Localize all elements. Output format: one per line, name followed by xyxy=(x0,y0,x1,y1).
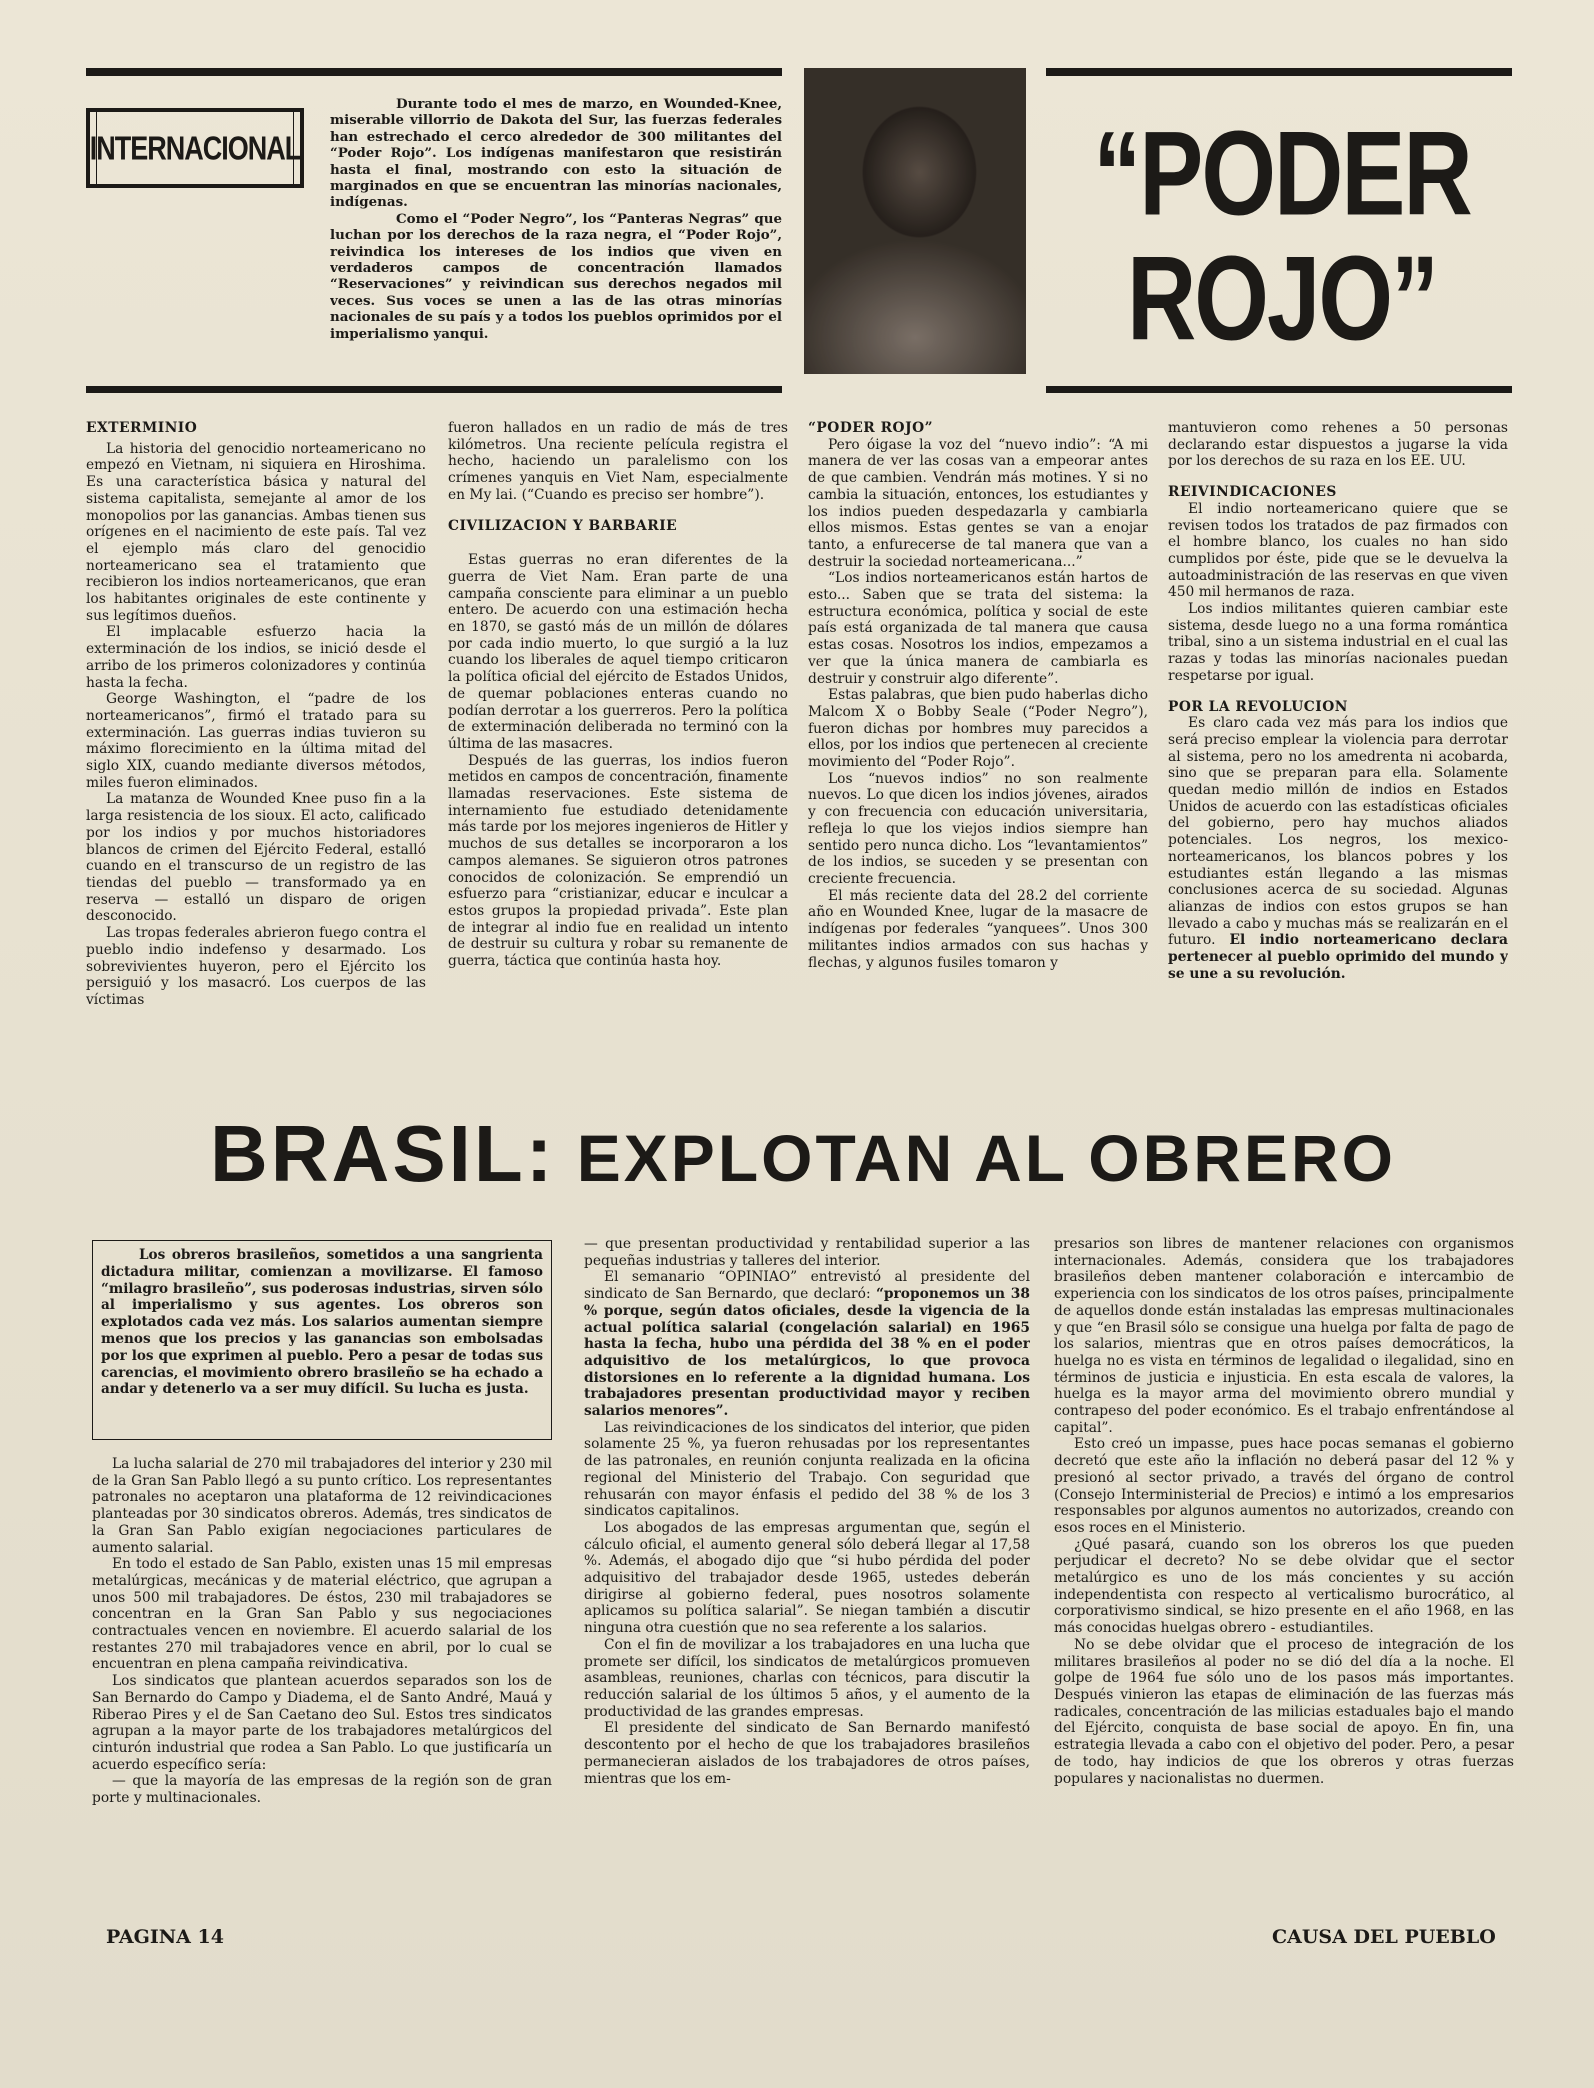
intro-text xyxy=(330,96,782,368)
paragraph: Después de las guerras, los indios fueron metidos en campos de concentración, finamente llamadas reservaciones. Este sistema de internamiento fue estudiado detenidamente más tarde por los mejores ingenieros de Hitler y muchos de sus detalles se incorporaron a los campos alemanes. Se siguieron otros patrones conocidos de colonización. Se emprendió un esfuerzo para “cristianizar, educar e inculcar a estos grupos la propiedad privada”. Este plan de integrar al indio fue en realidad un intento de destruir su cultura y robar su remanente de guerra, táctica que continúa hasta hoy. xyxy=(448,752,788,970)
paragraph: La matanza de Wounded Knee puso fin a la larga resistencia de los sioux. El acto, calificado por los indios y por muchos historiadores blancos de crimen del Ejército Federal, estalló cuando en el transcurso de un registro de las tiendas del pueblo — transformado ya en reserva — estalló un disparo de origen desconocido. xyxy=(86,791,426,925)
paragraph: Los sindicatos que plantean acuerdos separados son los de San Bernardo do Campo y Diadema, el de Santo André, Mauá y Riberao Pires y el de San Caetano deo Sul. Estos tres sindicatos agrupan a la mayor parte de los trabajadores metalúrgicos del cinturón industrial que rodea a San Pablo. Lo que justificaría un acuerdo específico sería: xyxy=(92,1673,552,1773)
paragraph: — que la mayoría de las empresas de la región son de gran porte y multinacionales. xyxy=(92,1773,552,1807)
brasil-summary-box xyxy=(92,1240,552,1440)
paragraph: El indio norteamericano quiere que se revisen todos los tratados de paz firmados con el hombre blanco, los cuales no han sido cumplidos por éste, pide que se le devuelva la autoadministración de las reservas en que viven 450 mil hermanos de raza. xyxy=(1168,500,1508,601)
paragraph: Estas guerras no eran diferentes de la guerra de Viet Nam. Eran parte de una campaña consciente para eliminar a un pueblo entero. De acuerdo con una estimación hecha en 1870, se gastó más de un millón de dólares por cada indio muerto, lo que surgió a la luz cuando los liberales de aquel tiempo criticaron la política oficial del ejército de Estados Unidos, de quemar poblaciones enteras cuando no podían derrotar a los guerreros. Pero la política de exterminación deliberada no terminó con la última de las masacres. xyxy=(448,552,788,752)
paragraph: Pero óigase la voz del “nuevo indio”: “A mi manera de ver las cosas van a empeorar antes de que cambien. Vendrán más motines. Y si no cambia la situación, entonces, los estudiantes y los indios pueden despedazarla y cambiarla ellos mismos. Estas gentes se van a enojar tanto, a enfurecerse de tal manera que van a destruir la sociedad norteamericana...” xyxy=(808,436,1148,570)
paragraph: presarios son libres de mantener relaciones con organismos internacionales. Además, considera que los trabajadores brasileños deben mantener colaboración e intercambio de experiencia con los sindicatos de los otros países, principalmente de aquellos donde están instaladas las empresas multinacionales y que “en Brasil sólo se consigue una huelga por falta de pago de los salarios, mientras que en otros países democráticos, la huelga no es vista en términos de legalidad o ilegalidad, sino en términos de justicia e injusticia. En esta escala de valores, la huelga es la mayor arma del movimiento obrero mundial y contrapeso del poder económico. Es el trabajo enfrentándose al capital”. xyxy=(1054,1236,1514,1436)
section-heading: CIVILIZACION Y BARBARIE xyxy=(448,517,678,534)
headline xyxy=(1052,107,1512,366)
paragraph: Las reivindicaciones de los sindicatos del interior, que piden solamente 25 %, ya fueron rehusadas por los representantes de las patronales, en reunión conjunta realizada en la oficina regional del Ministerio del Trabajo. Con seguridad que rehusarán con mayor énfasis el pedido del 38 % de los 3 sindicatos capitalinos. xyxy=(584,1419,1030,1520)
page-number: PAGINA 14 xyxy=(106,1926,224,1948)
section-heading: “PODER ROJO” xyxy=(808,420,934,436)
article-column-2 xyxy=(448,420,788,1120)
quote-intro: El semanario “OPINIAO” entrevistó al presidente del sindicato de San Bernardo, que declaró: xyxy=(584,1269,1030,1303)
section-heading: EXTERMINIO xyxy=(86,420,198,436)
paragraph: Los abogados de las empresas argumentan que, según el cálculo oficial, el aumento general sólo deberá llegar al 17,58 %. Además, el abogado dijo que “si hubo pérdida del poder adquisitivo del trabajador desde 1965, ustedes deberán dirigirse al gobierno federal, pues nosotros solamente aplicamos su política salarial”. Se niegan también a discutir ninguna otra cuestión que no sea referente a los salarios. xyxy=(584,1519,1030,1637)
top-rule-right xyxy=(1046,68,1512,76)
portrait-photo xyxy=(804,68,1026,374)
header-bottom-rule-right xyxy=(1046,386,1512,393)
paragraph: No se debe olvidar que el proceso de integración de los militares brasileños al poder no se dió del día a la noche. El golpe de 1964 fue sólo uno de los pasos más importantes. Después vinieron las etapas de eliminación de las fuerzas más radicales, concentración de las milicias estaduales bajo el mando del Ejército, conquista de base social de apoyo. En fin, una estrategia llevada a cabo con el objetivo del poder. Pero, a pesar de todo, hay indicios de que los obreros y otras fuerzas populares y nacionalistas no duermen. xyxy=(1054,1636,1514,1787)
section-heading: REIVINDICACIONES xyxy=(1168,484,1337,501)
headline-line1: “PODER xyxy=(1093,107,1471,241)
headline-line2: ROJO” xyxy=(1126,232,1438,366)
brasil-headline-main: BRASIL: xyxy=(210,1109,556,1198)
paragraph-text: Es claro cada vez más para los indios que será preciso emplear la violencia para derrotar al sistema, pero no los amedrenta ni acobarda, sino que se preparan para ella. Solamente quedan medio millón de indios en Estados Unidos de acuerdo con las estadísticas oficiales del gobierno, pero hay muchos aliados potenciales. Los negros, los mexico-norteamericanos, los blancos pobres y los estudiantes están llegando a las mismas conclusiones acerca de su sociedad. Algunas alianzas de indios con estos grupos se han llevado a cabo y muchas más se realizarán en el futuro. xyxy=(1168,715,1508,949)
article-column-1 xyxy=(86,420,426,1120)
header-bottom-rule xyxy=(86,386,782,393)
paragraph: ¿Qué pasará, cuando son los obreros los que pueden perjudicar el decreto? No se debe olvidar que el sector metalúrgico es uno de los más concientes y su acción independentista con respecto al verticalismo burocrático, al corporativismo sindical, se hizo presente en el año 1968, en las más conocidas huelgas obrero - estudiantiles. xyxy=(1054,1536,1514,1637)
paragraph: El más reciente data del 28.2 del corriente año en Wounded Knee, lugar de la masacre de indígenas por federales “yanquees”. Unos 300 militantes indios armados con sus hachas y flechas, y algunos fusiles tomaron y xyxy=(808,887,1148,971)
intro-paragraph: Como el “Poder Negro”, los “Panteras Negras” que luchan por los derechos de la raza negra, el “Poder Rojo”, reivindica los intereses de los indios que viven en verdaderos campos de concentración llamados “Reservaciones” y reivindican sus derechos negados mil veces. Sus voces se unen a las de las otras minorías nacionales de su país y a todos los pueblos oprimidos por el imperialismo yanqui. xyxy=(330,210,782,342)
paragraph: La lucha salarial de 270 mil trabajadores del interior y 230 mil de la Gran San Pablo llegó a su punto crítico. Los representantes patronales no aceptaron una plataforma de 12 reivindicaciones planteadas por 30 sindicatos obreros. Además, tres sindicatos de la Gran San Pablo exigían negociaciones particulares de aumento salarial. xyxy=(92,1456,552,1556)
summary-text: Los obreros brasileños, sometidos a una sangrienta dictadura militar, comienzan a movilizarse. El famoso “milagro brasileño”, sus poderosas industrias, sirven sólo al imperialismo y sus agentes. Los obreros son explotados cada vez más. Los salarios aumentan siempre menos que los precios y las ganancias son embolsadas por los que exprimen al pueblo. Pero a pesar de todas sus carencias, el movimiento obrero brasileño se ha echado a andar y detenerlo va a ser muy difícil. Su lucha es justa. xyxy=(101,1247,543,1398)
paragraph: El presidente del sindicato de San Bernardo manifestó descontento por el hecho de que los trabajadores brasileños permanecieran aislados de los trabajadores de otros países, mientras que los em- xyxy=(584,1720,1030,1787)
brasil-column-3 xyxy=(1054,1236,1514,1908)
paragraph: Estas palabras, que bien pudo haberlas dicho Malcom X o Bobby Seale (“Poder Negro”), fueron dichas por hombres muy parecidos a ellos, por los indios que pertenecen al creciente movimiento del “Poder Rojo”. xyxy=(808,687,1148,771)
brasil-headline xyxy=(210,1108,1400,1200)
article-column-3 xyxy=(808,420,1148,1120)
paragraph: En todo el estado de San Pablo, existen unas 15 mil empresas metalúrgicas, mecánicas y de material eléctrico, que agrupan a unos 500 mil trabajadores. De éstos, 230 mil trabajadores se concentran en la Gran San Pablo y sus negociaciones contractuales vencen en noviembre. El acuerdo salarial de los restantes 270 mil trabajadores vence en abril, por lo cual se encuentran en plena campaña reivindicativa. xyxy=(92,1556,552,1673)
section-label: INTERNACIONAL xyxy=(96,111,294,186)
quote-bold: “proponemos un 38 % porque, según datos oficiales, desde la vigencia de la actual política salarial (congelación salarial) en 1965 hasta la fecha, hubo una pérdida del 38 % en el poder adquisitivo de los metalúrgicos, lo que provoca distorsiones en lo referente a la dignidad humana. Los trabajadores presentan productividad mayor y reciben salarios menores”. xyxy=(584,1286,1030,1420)
paragraph: fueron hallados en un radio de más de tres kilómetros. Una reciente película registra el hecho, haciendo un paralelismo con los crímenes yanquis en Viet Nam, especialmente en My lai. (“Cuando es preciso ser hombre”). xyxy=(448,420,788,503)
section-heading: POR LA REVOLUCION xyxy=(1168,698,1348,715)
brasil-column-2 xyxy=(584,1236,1030,1908)
section-label-box xyxy=(86,108,304,188)
intro-paragraph: Durante todo el mes de marzo, en Wounded-Knee, miserable villorrio de Dakota del Sur, las fuerzas federales han estrechado el cerco alrededor de 300 militantes del “Poder Rojo”. Los indígenas manifestaron que resistirán hasta el final, mostrando con esto la situación de marginados en que se encuentran las minorías nacionales, indígenas. xyxy=(330,96,782,211)
article-column-4 xyxy=(1168,420,1508,1120)
paragraph: Con el fin de movilizar a los trabajadores en una lucha que promete ser difícil, los sindicatos de metalúrgicos promueven asambleas, reuniones, charlas con técnicos, para discutir la reducción salarial de los últimos 5 años, y el aumento de la productividad de las grandes empresas. xyxy=(584,1636,1030,1720)
top-rule xyxy=(86,68,782,76)
paragraph xyxy=(584,1269,1030,1419)
paragraph: “Los indios norteamericanos están hartos de esto... Saben que se trata del sistema: la estructura económica, política y social de este país está organizada de tal manera que causa estas cosas. Nosotros los indios, empezamos a ver que la única manera de cambiarla es destruir y construir algo diferente”. xyxy=(808,570,1148,687)
brasil-headline-rest: EXPLOTAN AL OBRERO xyxy=(576,1121,1396,1195)
paragraph: La historia del genocidio norteamericano no empezó en Vietnam, ni siquiera en Hiroshima. Es una característica básica y natural del sistema capitalista, semejante al amor de los monopolios por las ganancias. Ambas tienen sus orígenes en el nacimiento de este país. Tal vez el ejemplo más claro del genocidio norteamericano sea el tratamiento que recibieron los indios norteamericanos, que eran los habitantes originales de este continente y sus legítimos dueños. xyxy=(86,440,426,624)
paragraph-bold-text: El indio norteamericano declara pertenecer al pueblo oprimido del mundo y se une a su revolución. xyxy=(1168,932,1508,982)
brasil-column-1 xyxy=(92,1456,552,1908)
publication-name: CAUSA DEL PUEBLO xyxy=(1272,1926,1496,1948)
paragraph: Esto creó un impasse, pues hace pocas semanas el gobierno decretó que este año la inflación no deberá pasar del 12 % y presionó al sector privado, a través del órgano de control (Consejo Interministerial de Precios) e intimó a los empresarios responsables por algunos aumentos no autorizados, creando con esos roces en el Ministerio. xyxy=(1054,1436,1514,1536)
paragraph: Los “nuevos indios” no son realmente nuevos. Lo que dicen los indios jóvenes, airados y con frecuencia con educación universitaria, refleja lo que los viejos indios siempre han sentido pero nunca dicho. Los “levantamientos” de los indios, se suceden y se presentan con creciente frecuencia. xyxy=(808,770,1148,887)
paragraph: Las tropas federales abrieron fuego contra el pueblo indio indefenso y desarmado. Los sobrevivientes huyeron, pero el Ejército los persiguió y los masacró. Los cuerpos de las víctimas xyxy=(86,925,426,1008)
paragraph: El implacable esfuerzo hacia la exterminación de los indios, se inició desde el arribo de los primeros colonizadores y continúa hasta la fecha. xyxy=(86,624,426,691)
paragraph xyxy=(1168,715,1508,982)
paragraph: — que presentan productividad y rentabilidad superior a las pequeñas industrias y talleres del interior. xyxy=(584,1236,1030,1269)
paragraph: George Washington, el “padre de los norteamericanos”, firmó el tratado para su exterminación. Las guerras indias tuvieron su máximo florecimiento en la última mitad del siglo XIX, cuando mediante diversos métodos, miles fueron eliminados. xyxy=(86,691,426,791)
paragraph: mantuvieron como rehenes a 50 personas declarando estar dispuestos a jugarse la vida por los derechos de su raza en los EE. UU. xyxy=(1168,420,1508,470)
paragraph: Los indios militantes quieren cambiar este sistema, desde luego no a una forma romántica tribal, sino a un sistema industrial en el cual las razas y todas las minorías nacionales puedan respetarse por igual. xyxy=(1168,601,1508,684)
